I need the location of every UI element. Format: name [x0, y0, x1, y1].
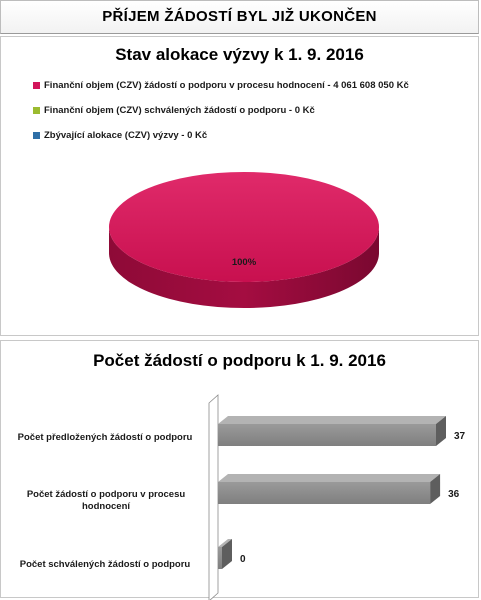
applications-bar-chart	[1, 341, 480, 599]
category-label-submitted: Počet předložených žádostí o podporu	[17, 432, 193, 443]
bar-value-label-0: 37	[454, 431, 466, 442]
applications-chart-title: Počet žádostí o podporu k 1. 9. 2016	[93, 351, 386, 370]
bar-2	[218, 547, 222, 569]
allocation-chart-panel	[0, 36, 479, 336]
bar-top-1	[218, 474, 440, 482]
bar-value-label-1: 36	[448, 489, 460, 500]
pie-data-label: 100%	[231, 257, 257, 268]
legend-label-remaining: Zbývající alokace (CZV) výzvy - 0 Kč	[44, 129, 208, 141]
bar-1	[218, 482, 430, 504]
bar-value-label-2: 0	[240, 554, 246, 565]
axis-wall	[209, 395, 218, 600]
applications-chart-panel	[0, 340, 479, 598]
category-label-in-evaluation: Počet žádostí o podporu v procesu hodnocení	[26, 489, 186, 512]
category-label-approved: Počet schválených žádostí o podporu	[19, 559, 191, 570]
legend-label-in-evaluation: Finanční objem (CZV) žádostí o podporu v procesu hodnocení - 4 061 608 050 Kč	[44, 79, 409, 91]
allocation-pie-chart	[1, 37, 480, 337]
bar-0	[218, 424, 436, 446]
legend-label-approved: Finanční objem (CZV) schválených žádostí o podporu - 0 Kč	[44, 104, 315, 116]
allocation-chart-title: Stav alokace výzvy k 1. 9. 2016	[115, 45, 364, 64]
bar-top-0	[218, 416, 446, 424]
banner-title: PŘÍJEM ŽÁDOSTÍ BYL JIŽ UKONČEN	[0, 0, 479, 34]
